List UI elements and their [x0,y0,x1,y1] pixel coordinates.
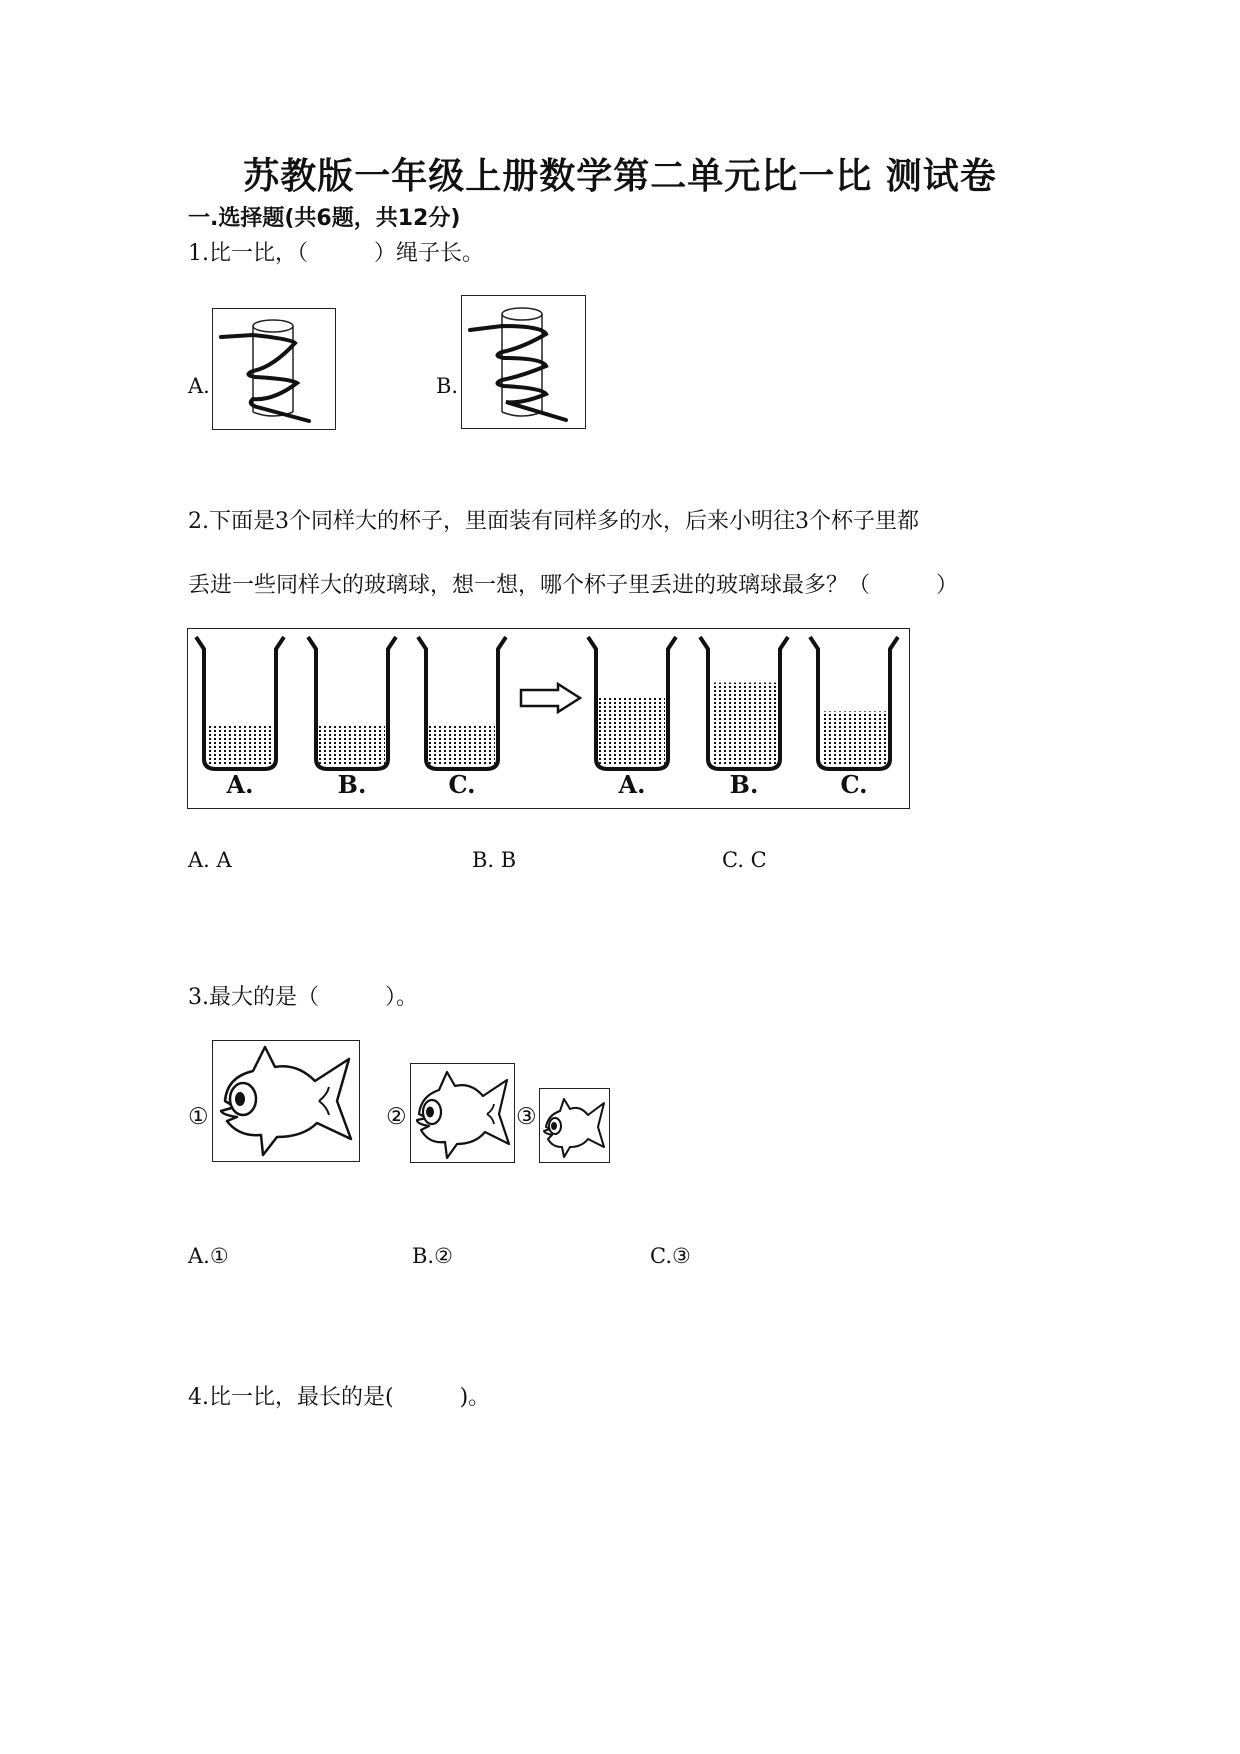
cup-before-c [418,637,506,799]
water-level [711,683,777,765]
cup-after-c [810,637,898,799]
rope-cylinder-b-icon [462,296,584,427]
fish-large-icon [213,1041,358,1160]
page-title: 苏教版一年级上册数学第二单元比一比 测试卷 [243,156,997,197]
water-level [599,697,665,765]
cup-before-a [196,637,284,799]
cup-label: C. [840,770,868,799]
cup-before-b [308,637,396,799]
question-1-image-a [212,308,336,430]
question-2-cups-image [187,628,910,809]
cup-after-b [700,637,788,799]
question-2-line-1: 2.下面是3个同样大的杯子，里面装有同样多的水，后来小明往3个杯子里都 [188,509,919,534]
question-2-option-b[interactable]: B. B [472,848,517,872]
fish-small-icon [540,1089,608,1161]
question-3-option-a[interactable]: A.① [188,1244,229,1268]
water-level [429,726,495,765]
question-3-fish-large [212,1040,360,1162]
water-level [821,711,887,765]
water-level [319,726,385,765]
cup-label: A. [226,770,254,799]
cup-label: C. [448,770,476,799]
cup-after-a [588,637,676,799]
question-1-label-b: B. [436,374,459,398]
fish-medium-icon [411,1064,513,1161]
question-2-option-a[interactable]: A. A [188,848,232,872]
cup-label: B. [729,770,759,799]
question-3-marker-3: ③ [516,1104,537,1130]
question-1-text: 1.比一比，（ ）绳子长。 [188,241,484,266]
rope-cylinder-a-icon [213,309,334,428]
cups-diagram [188,629,908,807]
question-1-image-b [461,295,586,429]
question-4-text: 4.比一比，最长的是( )。 [188,1385,491,1410]
cup-label: B. [337,770,367,799]
question-1-label-a: A. [188,374,210,398]
question-3-marker-1: ① [188,1104,209,1130]
arrow-right-icon [521,684,580,712]
section-heading: 一.选择题(共6题，共12分) [188,206,461,231]
cup-label: A. [618,770,646,799]
question-3-fish-medium [410,1063,515,1163]
question-3-text: 3.最大的是（ ）。 [188,985,418,1010]
question-3-fish-small [539,1088,610,1163]
question-3-marker-2: ② [386,1104,407,1130]
water-level [207,726,273,765]
question-2-option-c[interactable]: C. C [722,848,767,872]
question-2-line-2: 丢进一些同样大的玻璃球，想一想，哪个杯子里丢进的玻璃球最多？（ ） [188,573,959,598]
question-3-option-c[interactable]: C.③ [650,1244,691,1268]
question-3-option-b[interactable]: B.② [412,1244,453,1268]
